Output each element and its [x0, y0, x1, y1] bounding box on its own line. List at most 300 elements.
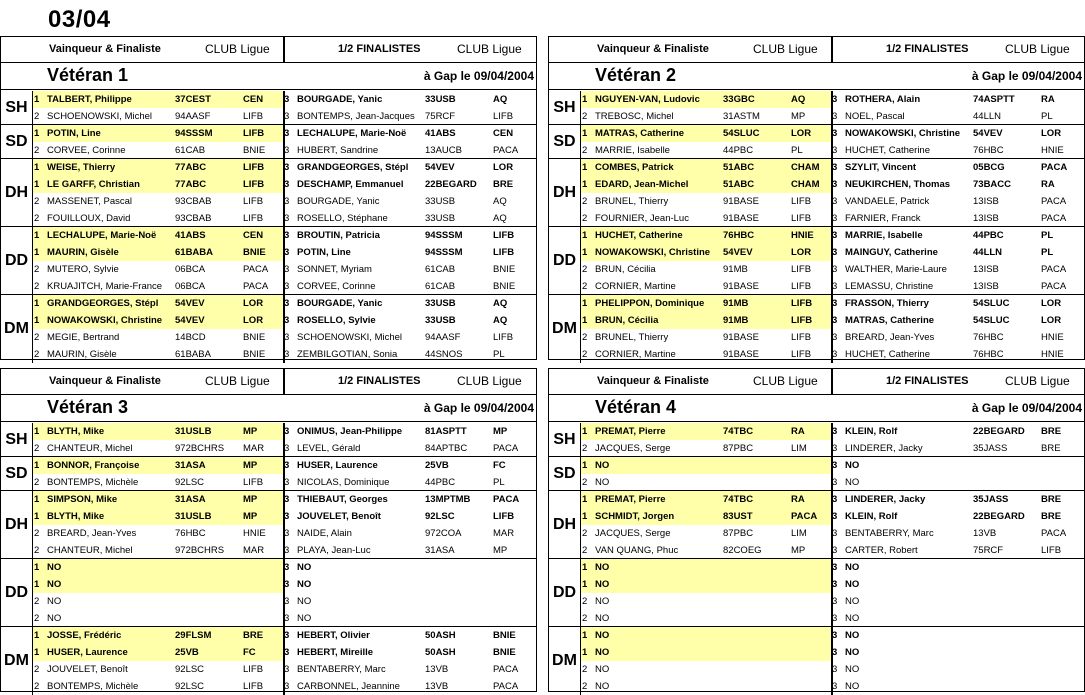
player-name: BRUN, Cécilia — [595, 315, 659, 326]
rank-number: 3 — [832, 349, 838, 360]
player-name: CORNIER, Martine — [595, 281, 676, 292]
rank-number: 2 — [582, 145, 588, 156]
club-code: 61CAB — [175, 145, 206, 156]
winner-entry — [33, 661, 283, 678]
winner-header: Vainqueur & Finaliste — [597, 375, 709, 387]
league-code: AQ — [791, 94, 806, 105]
player-name: LEMASSU, Christine — [845, 281, 934, 292]
club-code: 22BEGARD — [973, 426, 1025, 437]
rank-number: 2 — [34, 332, 40, 343]
club-code: 91BASE — [723, 332, 759, 343]
club-code: 91BASE — [723, 349, 759, 360]
club-code: 13VB — [425, 664, 449, 675]
player-name: HUSER, Laurence — [47, 647, 128, 658]
player-name: CHANTEUR, Michel — [47, 545, 133, 556]
club-code: 87PBC — [723, 443, 754, 454]
winner-entry — [581, 244, 831, 261]
player-name: CORVEE, Corinne — [297, 281, 376, 292]
event-title-row — [1, 63, 536, 90]
result-row — [33, 227, 538, 244]
result-row — [581, 423, 1085, 440]
club-code: 77ABC — [175, 162, 207, 173]
rank-number: 2 — [582, 681, 588, 692]
rank-number: 1 — [582, 511, 588, 522]
player-name: LEVEL, Gérald — [297, 443, 361, 454]
category-code: SH — [1, 423, 33, 456]
rank-number: 2 — [34, 477, 40, 488]
club-code: 91BASE — [723, 281, 759, 292]
player-name: BRUN, Cécilia — [595, 264, 656, 275]
category-code: DD — [1, 559, 33, 626]
player-name: NO — [845, 647, 860, 658]
club-code: 94AASF — [175, 111, 211, 122]
winner-entry — [581, 627, 831, 644]
rank-number: 2 — [34, 213, 40, 224]
result-row — [33, 423, 538, 440]
result-row — [581, 627, 1085, 644]
league-code: BRE — [1041, 443, 1061, 454]
league-code: LIFB — [1041, 545, 1062, 556]
club-code: 35JASS — [973, 494, 1009, 505]
club-code: 54VEV — [973, 128, 1003, 139]
club-code: 92LSC — [425, 511, 455, 522]
club-code: 94SSSM — [425, 247, 463, 258]
club-code: 54VEV — [723, 247, 753, 258]
header-divider — [831, 369, 833, 395]
rank-number: 1 — [34, 511, 40, 522]
semifinalist-entry — [283, 142, 536, 159]
rank-number: 1 — [34, 579, 40, 590]
league-code: PACA — [1041, 264, 1067, 275]
league-code: BNIE — [493, 281, 516, 292]
player-name: NGUYEN-VAN, Ludovic — [595, 94, 700, 105]
rank-number: 2 — [34, 681, 40, 692]
club-code: 06BCA — [175, 264, 206, 275]
rank-number: 1 — [582, 94, 588, 105]
player-name: NO — [845, 460, 860, 471]
player-name: NO — [595, 613, 610, 624]
club-code: 44SNOS — [425, 349, 463, 360]
semifinalist-entry — [283, 491, 536, 508]
league-code: BRE — [1041, 426, 1062, 437]
winner-entry — [581, 576, 831, 593]
rank-number: 1 — [34, 179, 40, 190]
semifinalist-entry — [831, 210, 1084, 227]
league-code: AQ — [493, 315, 508, 326]
club-code: 13ISB — [973, 213, 999, 224]
winner-entry — [33, 176, 283, 193]
rank-number: 1 — [34, 460, 40, 471]
rank-number: 3 — [832, 647, 838, 658]
category-code: DM — [549, 627, 581, 695]
rank-number: 3 — [832, 426, 838, 437]
semifinalist-entry — [831, 576, 1084, 593]
rank-number: 1 — [582, 179, 588, 190]
league-code: LIFB — [493, 111, 514, 122]
winner-entry — [581, 210, 831, 227]
player-name: LECHALUPE, Marie-Noë — [297, 128, 407, 139]
category-code: DD — [549, 227, 581, 294]
semifinalist-entry — [831, 457, 1084, 474]
winner-entry — [581, 593, 831, 610]
event-place-date: à Gap le 09/04/2004 — [423, 401, 534, 415]
winner-entry — [33, 559, 283, 576]
winner-entry — [581, 329, 831, 346]
winner-entry — [581, 661, 831, 678]
player-name: BONNOR, Françoise — [47, 460, 140, 471]
rank-number: 3 — [284, 460, 290, 471]
semifinalist-entry — [831, 261, 1084, 278]
player-name: HUCHET, Catherine — [595, 230, 683, 241]
league-code: BNIE — [243, 145, 266, 156]
player-name: MATRAS, Catherine — [595, 128, 685, 139]
rank-number: 3 — [832, 528, 838, 539]
rank-number: 2 — [34, 264, 40, 275]
player-name: NOEL, Pascal — [845, 111, 905, 122]
player-name: GRANDGEORGES, Stépl — [47, 298, 159, 309]
player-name: CARTER, Robert — [845, 545, 918, 556]
category-group — [1, 159, 536, 227]
league-code: CEN — [243, 230, 264, 241]
result-row — [33, 91, 538, 108]
winner-entry — [581, 295, 831, 312]
result-row — [33, 210, 538, 227]
rank-number: 3 — [284, 145, 290, 156]
rank-number: 1 — [582, 494, 588, 505]
winner-entry — [33, 125, 283, 142]
rank-number: 3 — [832, 196, 838, 207]
player-name: BENTABERRY, Marc — [297, 664, 386, 675]
player-name: NO — [297, 562, 312, 573]
player-name: MUTERO, Sylvie — [47, 264, 119, 275]
club-code: 76HBC — [723, 230, 755, 241]
club-code: 13VB — [425, 681, 449, 692]
club-code: 44PBC — [973, 230, 1004, 241]
block-header — [549, 369, 1084, 395]
category-code: DH — [549, 491, 581, 558]
semifinalist-entry — [283, 610, 536, 627]
club-code: 83UST — [723, 511, 753, 522]
club-code: 76HBC — [973, 349, 1004, 360]
player-name: KLEIN, Rolf — [845, 426, 898, 437]
column-divider — [831, 159, 833, 226]
league-code: HNIE — [791, 230, 814, 241]
veteran-block — [0, 368, 537, 692]
rank-number: 1 — [582, 247, 588, 258]
semifinalist-entry — [283, 329, 536, 346]
winner-entry — [581, 346, 831, 363]
rank-number: 3 — [284, 349, 290, 360]
league-code: PACA — [493, 443, 519, 454]
semifinalist-entry — [831, 244, 1084, 261]
player-name: NO — [845, 681, 860, 692]
result-row — [581, 457, 1085, 474]
player-name: KLEIN, Rolf — [845, 511, 898, 522]
club-code: 13ISB — [973, 196, 999, 207]
league-code: BNIE — [493, 647, 516, 658]
rank-number: 3 — [832, 681, 838, 692]
player-name: FOUILLOUX, David — [47, 213, 131, 224]
club-code: 31USLB — [175, 511, 212, 522]
player-name: JOUVELET, Benoît — [297, 511, 381, 522]
club-code: 13ISB — [973, 281, 999, 292]
semifinalist-entry — [283, 525, 536, 542]
semifinalist-entry — [831, 644, 1084, 661]
semifinalist-entry — [831, 525, 1084, 542]
player-name: LINDERER, Jacky — [845, 443, 923, 454]
player-name: SIMPSON, Mike — [47, 494, 118, 505]
result-row — [581, 193, 1085, 210]
column-divider — [831, 491, 833, 558]
semifinalist-entry — [283, 193, 536, 210]
league-code: MP — [791, 545, 806, 556]
result-row — [33, 142, 538, 159]
league-code: PL — [791, 145, 803, 156]
player-name: NO — [845, 613, 860, 624]
rank-number: 3 — [832, 213, 838, 224]
event-name: Vétéran 1 — [47, 65, 129, 85]
club-code: 31ASTM — [723, 111, 760, 122]
rank-number: 3 — [832, 315, 838, 326]
semifinalist-entry — [831, 312, 1084, 329]
winner-entry — [581, 644, 831, 661]
category-group — [1, 559, 536, 627]
category-group — [549, 91, 1084, 125]
winner-entry — [581, 278, 831, 295]
club-code: 972BCHRS — [175, 443, 225, 454]
winner-entry — [581, 525, 831, 542]
club-code: 31ASA — [425, 545, 455, 556]
club-code: 14BCD — [175, 332, 206, 343]
rank-number: 2 — [582, 545, 588, 556]
club-code: 33GBC — [723, 94, 755, 105]
rank-number: 1 — [34, 562, 40, 573]
league-code: BRE — [1041, 494, 1062, 505]
column-divider — [283, 295, 285, 363]
category-code: SD — [549, 125, 581, 158]
rank-number: 3 — [832, 179, 838, 190]
header-divider — [283, 369, 285, 395]
winner-entry — [33, 610, 283, 627]
player-name: BRUNEL, Thierry — [595, 196, 669, 207]
rank-number: 3 — [284, 281, 290, 292]
league-code: BRE — [1041, 511, 1062, 522]
rank-number: 2 — [34, 613, 40, 624]
league-code: PACA — [493, 664, 519, 675]
semifinalist-entry — [283, 440, 536, 457]
semifinal-header: 1/2 FINALISTES — [338, 43, 421, 55]
category-group — [549, 491, 1084, 559]
player-name: NO — [845, 596, 860, 607]
result-row — [33, 474, 538, 491]
event-place-date: à Gap le 09/04/2004 — [423, 69, 534, 83]
result-row — [33, 244, 538, 261]
rank-number: 3 — [832, 298, 838, 309]
rank-number: 3 — [832, 264, 838, 275]
category-group — [1, 91, 536, 125]
result-row — [33, 193, 538, 210]
rank-number: 3 — [832, 562, 838, 573]
semifinalist-entry — [831, 329, 1084, 346]
league-code: MP — [243, 426, 258, 437]
column-divider — [283, 125, 285, 158]
category-group — [1, 457, 536, 491]
rank-number: 3 — [832, 128, 838, 139]
winner-entry — [581, 457, 831, 474]
rank-number: 3 — [284, 596, 290, 607]
result-row — [581, 261, 1085, 278]
club-code: 76HBC — [973, 145, 1004, 156]
league-code: MP — [791, 111, 806, 122]
league-code: LOR — [791, 128, 812, 139]
rank-number: 1 — [582, 315, 588, 326]
rank-number: 3 — [284, 94, 290, 105]
result-row — [33, 261, 538, 278]
result-row — [33, 440, 538, 457]
club-code: 74TBC — [723, 494, 754, 505]
semifinalist-entry — [283, 644, 536, 661]
winner-entry — [33, 295, 283, 312]
winner-entry — [581, 142, 831, 159]
league-code: LOR — [243, 315, 264, 326]
winner-entry — [33, 142, 283, 159]
column-divider — [831, 457, 833, 490]
rank-number: 3 — [832, 443, 838, 454]
result-row — [581, 559, 1085, 576]
rank-number: 3 — [832, 247, 838, 258]
player-name: WALTHER, Marie-Laure — [845, 264, 947, 275]
result-row — [581, 312, 1085, 329]
player-name: HUCHET, Catherine — [845, 145, 930, 156]
league-code: PACA — [243, 281, 269, 292]
category-group — [1, 423, 536, 457]
category-group — [549, 125, 1084, 159]
result-row — [33, 678, 538, 695]
result-row — [581, 678, 1085, 695]
rank-number: 3 — [284, 332, 290, 343]
league-code: LIFB — [243, 128, 265, 139]
column-divider — [283, 457, 285, 490]
club-code: 33USB — [425, 196, 456, 207]
semifinalist-entry — [283, 678, 536, 695]
rank-number: 3 — [284, 477, 290, 488]
league-code: LIFB — [791, 315, 813, 326]
club-code: 22BEGARD — [973, 511, 1025, 522]
semifinalist-entry — [831, 91, 1084, 108]
rank-number: 3 — [284, 494, 290, 505]
player-name: BRUNEL, Thierry — [595, 332, 669, 343]
result-row — [581, 159, 1085, 176]
player-name: NOWAKOWSKI, Christine — [845, 128, 961, 139]
semifinalist-entry — [283, 278, 536, 295]
rank-number: 2 — [582, 281, 588, 292]
block-header — [1, 369, 536, 395]
semifinalist-entry — [283, 91, 536, 108]
player-name: NO — [297, 613, 312, 624]
column-divider — [831, 125, 833, 158]
league-code: PACA — [493, 145, 519, 156]
player-name: NO — [595, 477, 610, 488]
winner-entry — [581, 159, 831, 176]
rank-number: 2 — [34, 281, 40, 292]
club-code: 61BABA — [175, 349, 211, 360]
player-name: TREBOSC, Michel — [595, 111, 674, 122]
winner-entry — [581, 559, 831, 576]
column-divider — [283, 559, 285, 626]
winner-entry — [581, 474, 831, 491]
winner-entry — [581, 491, 831, 508]
event-place-date: à Gap le 09/04/2004 — [971, 69, 1082, 83]
league-code: BRE — [243, 630, 264, 641]
rank-number: 3 — [284, 128, 290, 139]
club-code: 73BACC — [973, 179, 1012, 190]
league-code: LOR — [493, 162, 514, 173]
result-row — [581, 210, 1085, 227]
rank-number: 3 — [284, 247, 290, 258]
club-code: 29FLSM — [175, 630, 212, 641]
result-row — [33, 576, 538, 593]
rank-number: 1 — [582, 230, 588, 241]
league-code: FC — [493, 460, 506, 471]
player-name: VANDAELE, Patrick — [845, 196, 930, 207]
player-name: BLYTH, Mike — [47, 511, 105, 522]
player-name: MARRIE, Isabelle — [595, 145, 670, 156]
league-code: LOR — [1041, 298, 1062, 309]
league-code: LIFB — [791, 349, 812, 360]
result-row — [33, 525, 538, 542]
player-name: NOWAKOWSKI, Christine — [595, 247, 711, 258]
semifinalist-entry — [283, 108, 536, 125]
rank-number: 3 — [832, 460, 838, 471]
club-league-header: CLUB Ligue — [1005, 374, 1070, 388]
rank-number: 3 — [284, 315, 290, 326]
category-code: SD — [1, 457, 33, 490]
league-code: CHAM — [791, 179, 820, 190]
club-league-header: CLUB Ligue — [457, 374, 522, 388]
league-code: HNIE — [1041, 145, 1064, 156]
player-name: VAN QUANG, Phuc — [595, 545, 679, 556]
league-code: HNIE — [243, 528, 266, 539]
column-divider — [283, 491, 285, 558]
rank-number: 3 — [832, 596, 838, 607]
semifinalist-entry — [831, 593, 1084, 610]
rank-number: 2 — [582, 528, 588, 539]
league-code: LIFB — [791, 332, 812, 343]
rank-number: 1 — [34, 162, 40, 173]
league-code: PACA — [493, 494, 520, 505]
winner-entry — [33, 329, 283, 346]
column-divider — [831, 295, 833, 363]
player-name: TALBERT, Philippe — [47, 94, 132, 105]
player-name: CARBONNEL, Jeannine — [297, 681, 400, 692]
club-code: 91BASE — [723, 196, 759, 207]
winner-entry — [33, 576, 283, 593]
player-name: ZEMBILGOTIAN, Sonia — [297, 349, 398, 360]
club-code: 33USB — [425, 315, 456, 326]
player-name: PLAYA, Jean-Luc — [297, 545, 371, 556]
player-name: JACQUES, Serge — [595, 528, 671, 539]
player-name: BROUTIN, Patricia — [297, 230, 380, 241]
league-code: PACA — [1041, 281, 1067, 292]
league-code: AQ — [493, 196, 507, 207]
league-code: LIFB — [493, 511, 515, 522]
club-code: 31USLB — [175, 426, 212, 437]
category-group — [549, 457, 1084, 491]
rank-number: 3 — [284, 681, 290, 692]
rank-number: 1 — [34, 426, 40, 437]
rank-number: 2 — [34, 196, 40, 207]
winner-entry — [33, 159, 283, 176]
